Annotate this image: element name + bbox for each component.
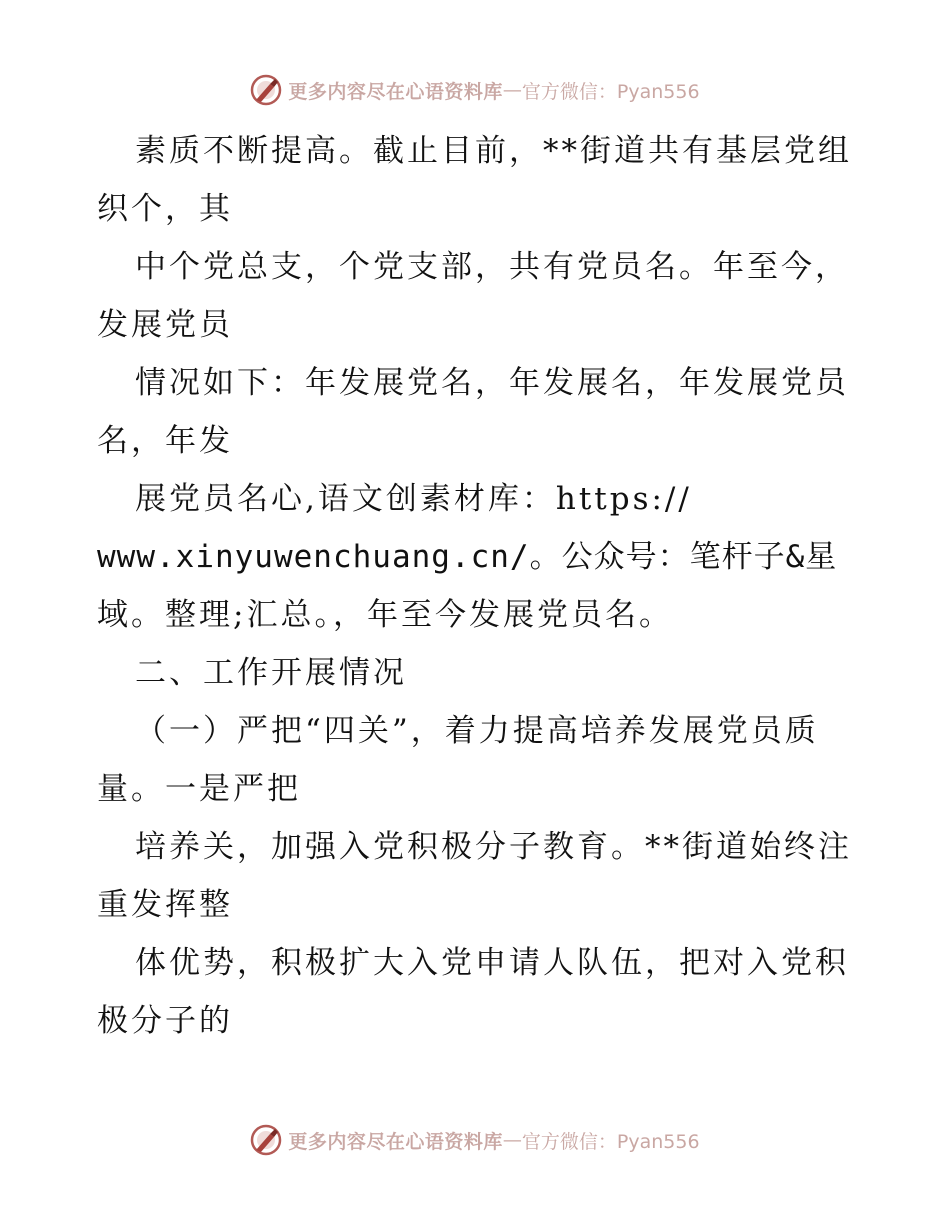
text-line: 中个党总支，个党支部，共有党员名。年至今，	[135, 249, 849, 285]
header-separator: —	[502, 79, 522, 101]
footer-site-text: 更多内容尽在心语资料库	[288, 1130, 503, 1153]
text-line: 重发挥整	[97, 887, 233, 923]
header-wechat-text: 官方微信：Pyan556	[521, 80, 700, 103]
text-line: 极分子的	[97, 1003, 233, 1039]
pen-logo-icon	[250, 74, 282, 106]
header-banner	[0, 70, 950, 110]
footer-banner	[0, 1120, 950, 1160]
section-heading: 二、工作开展情况	[135, 655, 407, 691]
document-body	[97, 122, 867, 1050]
text-line: 域。整理;汇总。，年至今发展党员名。	[97, 597, 673, 633]
text-line: 名，年发	[97, 423, 233, 459]
footer-separator: —	[502, 1129, 522, 1151]
footer-wechat-text: 官方微信：Pyan556	[521, 1130, 700, 1153]
pen-logo-icon	[250, 1124, 282, 1156]
text-line: 发展党员	[97, 307, 233, 343]
text-line: 织个，其	[97, 191, 233, 227]
text-line: 素质不断提高。截止目前，**街道共有基层党组	[135, 133, 852, 169]
text-line: www.xinyuwenchuang.cn/。公众号：笔杆子&星	[97, 539, 838, 575]
text-line: 量。一是严把	[97, 771, 301, 807]
header-site-text: 更多内容尽在心语资料库	[288, 80, 503, 103]
text-line: （一）严把“四关”，着力提高培养发展党员质	[135, 713, 819, 749]
text-line: 展党员名心,语文创素材库：https://	[135, 481, 692, 517]
text-line: 情况如下：年发展党名，年发展名，年发展党员	[135, 365, 849, 401]
text-line: 培养关，加强入党积极分子教育。**街道始终注	[135, 829, 852, 865]
text-line: 体优势，积极扩大入党申请人队伍，把对入党积	[135, 945, 849, 981]
